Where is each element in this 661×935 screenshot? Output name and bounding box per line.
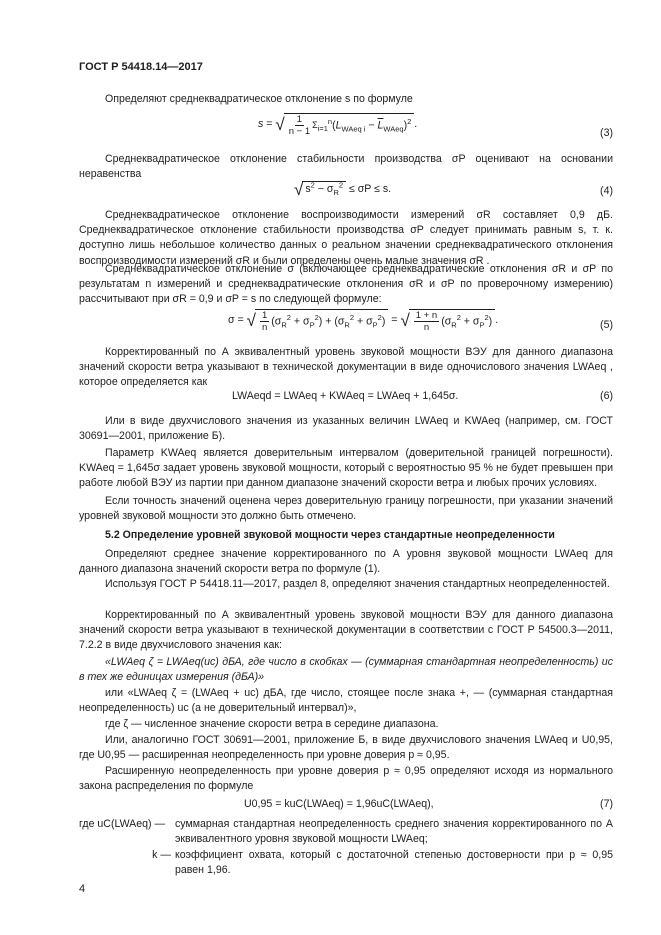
- equation-7: U0,95 = kuC(LWAeq) = 1,96uC(LWAeq),: [244, 798, 434, 810]
- page-number: 4: [79, 883, 86, 895]
- paragraph: [79, 608, 613, 654]
- text-p13: или «LWAeq ζ = (LWAeq + uc) дБА, где число, стоящее после знака +, — (суммарная стандартная неопределенность) uc (а не доверительный интервал)»,: [79, 687, 613, 715]
- equation-6: LWAeqd = LWAeq + KWAeq = LWAeq + 1,645σ.: [232, 390, 459, 402]
- text-p8: Если точность значений оценена через доверительную границу погрешности, при указании значений уровней звуковой мощности это должно быть отмечено.: [79, 495, 613, 523]
- equation-4: √ $s^2 - \sigma_R^2$ ≤ σP ≤ s.: [294, 179, 392, 199]
- paragraph: [79, 764, 613, 794]
- text-p9: Определяют среднее значение корректированного по А уровня звуковой мощности LWAeq для данного диапазона значений скорости ветра по формуле (1).: [79, 548, 613, 576]
- equation-number-5: (5): [600, 319, 613, 331]
- text-p3: Среднеквадратическое отклонение воспроизводимости измерений σR составляет 0,9 дБ. Среднеквадратическое отклонение стабильности производства σP следует принимать равным s, т. к. доступно лишь небольшое количество данных о реальном значении среднеквадратического отклонения воспроизводимости измерений σR и были определены очень малые значения σR .: [79, 209, 613, 267]
- equation-3: s = √ $\frac{1}{n - 1}$ $\Sigma_{i=1}^n(L_{WAeq i} - \overline{L}_{WAeq})^2$ .: [258, 114, 418, 137]
- text-p1: Определяют среднеквадратическое отклонение s по формуле: [105, 93, 413, 105]
- where-text: суммарная стандартная неопределенность среднего значения корректированного по А эквивалентного уровня звуковой мощности LWAeq;: [175, 818, 613, 846]
- equation-number-7: (7): [600, 798, 613, 810]
- paragraph: [79, 262, 613, 308]
- paragraph: [79, 152, 613, 182]
- paragraph: [79, 208, 613, 269]
- section-heading: [79, 528, 613, 543]
- paragraph: [79, 414, 613, 444]
- text-p16: Расширенную неопределенность при уровне доверия p ≈ 0,95 определяют исходя из нормального закона распределения по формуле: [79, 765, 613, 793]
- text-p14: где ζ — численное значение скорости ветра в середине диапазона.: [105, 718, 439, 730]
- where-item: [79, 817, 613, 847]
- text-p6: Или в виде двухчислового значения из указанных величин LWAeq и KWAeq (например, см. ГОСТ 30691—2001, приложение Б).: [79, 415, 613, 443]
- paragraph: [79, 577, 613, 592]
- where-item: [79, 848, 613, 878]
- document-header: ГОСТ Р 54418.14—2017: [79, 61, 203, 73]
- paragraph: [79, 92, 613, 107]
- paragraph: [79, 717, 613, 732]
- section-title: 5.2 Определение уровней звуковой мощности через стандартные неопределенности: [105, 529, 555, 541]
- equation-5: σ = √ $\frac{1}{n}$ $(\sigma_R^2 + \sigma_P^2) + (\sigma_R^2 + \sigma_P^2)$ = √ $\frac{1 + n}{n}$ $(\sigma_R^2 + \sigma_P^2)$ .: [228, 310, 499, 333]
- paragraph: [79, 733, 613, 763]
- paragraph: [79, 686, 613, 716]
- paragraph: [79, 494, 613, 524]
- paragraph: [79, 345, 613, 391]
- paragraph: [79, 446, 613, 492]
- text-p5: Корректированный по А эквивалентный уровень звуковой мощности ВЭУ для данного диапазона значений скорости ветра указывают в технической документации в виде одночислового значения LWAeq , которое определяется как: [79, 346, 613, 389]
- equation-number-3: (3): [600, 127, 613, 139]
- text-p4: Среднеквадратическое отклонение σ (включающее среднеквадратические отклонения σR и σP по результатам n измерений и среднеквадратические отклонения σR и σP по проверочному измерению) рассчитывают при σR = 0,9 и σP = s по следующей формуле:: [79, 263, 613, 306]
- equation-number-6: (6): [600, 390, 613, 402]
- text-p7: Параметр KWAeq является доверительным интервалом (доверительной границей погрешности). KWAeq = 1,645σ задает уровень звуковой мощности, который с вероятностью 95 % не будет превышен при работе любой ВЭУ из партии при данном диапазоне значений скорости ветра и любых прочих условиях.: [79, 447, 613, 490]
- where-label: где uC(LWAeq) —: [79, 818, 166, 830]
- text-p10: Используя ГОСТ Р 54418.11—2017, раздел 8, определяют значения стандартных неопределенностей.: [105, 578, 610, 590]
- text-p12: «LWAeq ζ = LWAeq(uc) дБА, где число в скобках — (суммарная стандартная неопределенность) uc в тех же единицах измерения (дБА)»: [79, 656, 613, 684]
- equation-4-text: ≤ σP ≤ s.: [348, 182, 392, 195]
- where-clause: [79, 848, 613, 878]
- text-p11: Корректированный по А эквивалентный уровень звуковой мощности ВЭУ для данного диапазона значений скорости ветра указывают в технической документации в соответствии с ГОСТ Р 54500.3—2011, 7.2.2 в виде двухчислового значения как:: [79, 609, 613, 652]
- paragraph: [79, 655, 613, 685]
- where-label: k —: [152, 849, 171, 861]
- text-p2: Среднеквадратическое отклонение стабильности производства σP оценивают на основании неравенства: [79, 153, 613, 181]
- where-text: коэффициент охвата, который с достаточной степенью достоверности при p ≈ 0,95 равен 1,96.: [175, 849, 613, 877]
- text-p15: Или, аналогично ГОСТ 30691—2001, приложение Б, в виде двухчислового значения LWAeq и U0,95, где U0,95 — расширенная неопределенность при уровне доверия p ≈ 0,95.: [79, 734, 613, 762]
- where-clause: [79, 817, 613, 847]
- paragraph: [79, 547, 613, 577]
- equation-number-4: (4): [600, 185, 613, 197]
